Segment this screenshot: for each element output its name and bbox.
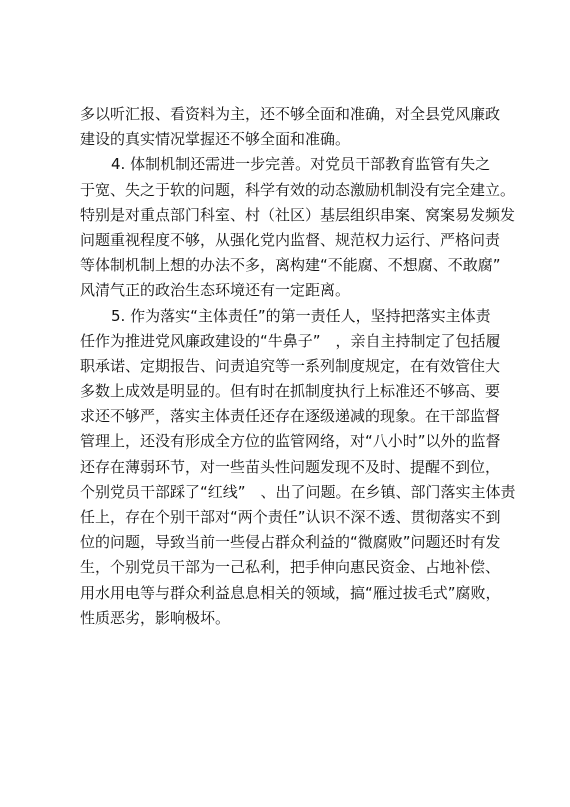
text-line-20: 用水用电等与群众利益息息相关的领域，搞“雁过拔毛式”腐败，	[80, 583, 501, 602]
text-line-19: 生，个别党员干部为一己私利，把手伸向惠民资金、占地补偿、	[80, 558, 501, 577]
paragraph-5-heading-line: 5. 作为落实“主体责任”的第一责任人，坚持把落实主体责	[111, 306, 491, 325]
text-line-5: 特别是对重点部门科室、村（社区）基层组织串案、窝案易发频发	[80, 205, 516, 224]
text-line-1: 多以听汇报、看资料为主，还不够全面和准确，对全县党风廉政	[80, 105, 501, 123]
text-line-2: 建设的真实情况掌握还不够全面和准确。	[80, 130, 351, 149]
text-line-7: 等体制机制上想的办法不多，离构建“不能腐、不想腐、不敢腐”	[80, 256, 501, 275]
text-line-21: 性质恶劣，影响极坏。	[80, 608, 231, 627]
text-line-13: 求还不够严，落实主体责任还存在逐级递减的现象。在干部监督	[80, 407, 501, 426]
text-line-4: 于宽、失之于软的问题，科学有效的动态激励机制没有完全建立。	[80, 180, 516, 199]
text-line-14: 管理上，还没有形成全方位的监管网络，对“八小时”以外的监督	[80, 432, 501, 451]
text-line-10: 任作为推进党风廉政建设的“牛鼻子” ，亲自主持制定了包括履	[80, 331, 501, 350]
paragraph-4-heading-line: 4. 体制机制还需进一步完善。对党员干部教育监管有失之	[111, 155, 491, 174]
text-line-16: 个别党员干部踩了“红线” 、出了问题。在乡镇、部门落实主体责	[80, 482, 516, 501]
text-line-8: 风清气正的政治生态环境还有一定距离。	[80, 281, 351, 300]
text-line-12: 多数上成效是明显的。但有时在抓制度执行上标准还不够高、要	[80, 382, 501, 401]
text-line-11: 职承诺、定期报告、问责追究等一系列制度规定，在有效管住大	[80, 356, 501, 375]
text-line-6: 问题重视程度不够，从强化党内监督、规范权力运行、严格问责	[80, 230, 501, 249]
body-text	[80, 102, 516, 631]
text-line-18: 位的问题，导致当前一些侵占群众利益的“微腐败”问题还时有发	[80, 533, 501, 552]
text-line-17: 任上，存在个别干部对“两个责任”认识不深不透、贯彻落实不到	[80, 508, 501, 526]
text-line-15: 还存在薄弱环节，对一些苗头性问题发现不及时、提醒不到位，	[80, 457, 501, 476]
